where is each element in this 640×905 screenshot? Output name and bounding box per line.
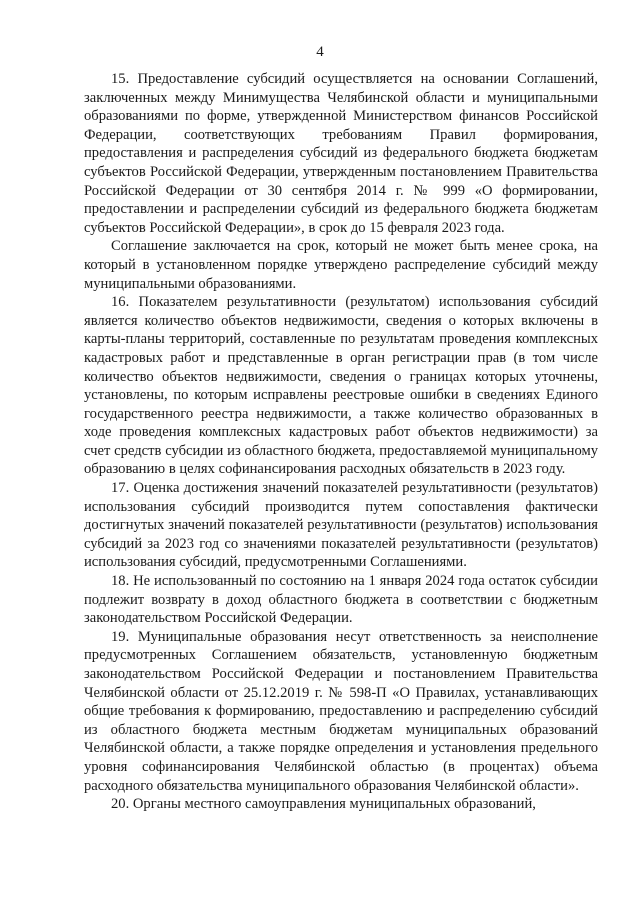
paragraph-16: 16. Показателем результативности (результатом) использования субсидий является количество объектов недвижимости, сведения о которых включены в карты-планы территорий, составленные по результатам проведения комплексных кадастровых работ и представленные в орган регистрации прав (в том числе количество объектов недвижимости, сведения о границах которых уточнены, установлены, по которым исправлены реестровые ошибки в сведениях Единого государственного реестра недвижимости, а также количество образованных в ходе проведения комплексных кадастровых работ объектов недвижимости) за счет средств субсидии из областного бюджета, предоставляемой муниципальному образованию в целях софинансирования расходных обязательств в 2023 году. bbox=[84, 294, 598, 478]
document-body bbox=[84, 70, 598, 814]
paragraph-agreement-term: Соглашение заключается на срок, который не может быть менее срока, на который в установленном порядке утверждено распределение субсидий между муниципальными образованиями. bbox=[84, 238, 598, 292]
paragraph-18: 18. Не использованный по состоянию на 1 января 2024 года остаток субсидии подлежит возврату в доход областного бюджета в соответствии с бюджетным законодательством Российской Федерации. bbox=[84, 573, 598, 627]
paragraph-20: 20. Органы местного самоуправления муниципальных образований, bbox=[111, 796, 536, 813]
paragraph-19: 19. Муниципальные образования несут ответственность за неисполнение предусмотренных Соглашением обязательств, установленную бюджетным законодательством Российской Федерации и постановлением Правительства Челябинской области от 25.12.2019 г. № 598-П «О Правилах, устанавливающих общие требования к формированию, предоставлению и распределению субсидий из областного бюджета местным бюджетам муниципальных образований Челябинской области, а также порядке определения и установления предельного уровня софинансирования Челябинской областью (в процентах) объема расходного обязательства муниципального образования Челябинской области». bbox=[84, 628, 598, 794]
paragraph-17: 17. Оценка достижения значений показателей результативности (результатов) использования субсидий производится путем сопоставления фактически достигнутых значений показателей результативности (результатов) использования субсидий за 2023 год со значениями показателей результативности (результатов) использования субсидий, предусмотренными Соглашениями. bbox=[84, 480, 598, 571]
page-number: 4 bbox=[316, 44, 324, 60]
paragraph-15: 15. Предоставление субсидий осуществляется на основании Соглашений, заключенных между Минимущества Челябинской области и муниципальными образованиями по форме, утвержденной Министерством финансов Российской Федерации, соответствующих требованиям Правил формирования, предоставления и распределения субсидий из федерального бюджета бюджетам субъектов Российской Федерации, утвержденным постановлением Правительства Российской Федерации от 30 сентября 2014 г. № 999 «О формировании, предоставлении и распределении субсидий из федерального бюджета бюджетам субъектов Российской Федерации», в срок до 15 февраля 2023 года. bbox=[84, 71, 598, 236]
